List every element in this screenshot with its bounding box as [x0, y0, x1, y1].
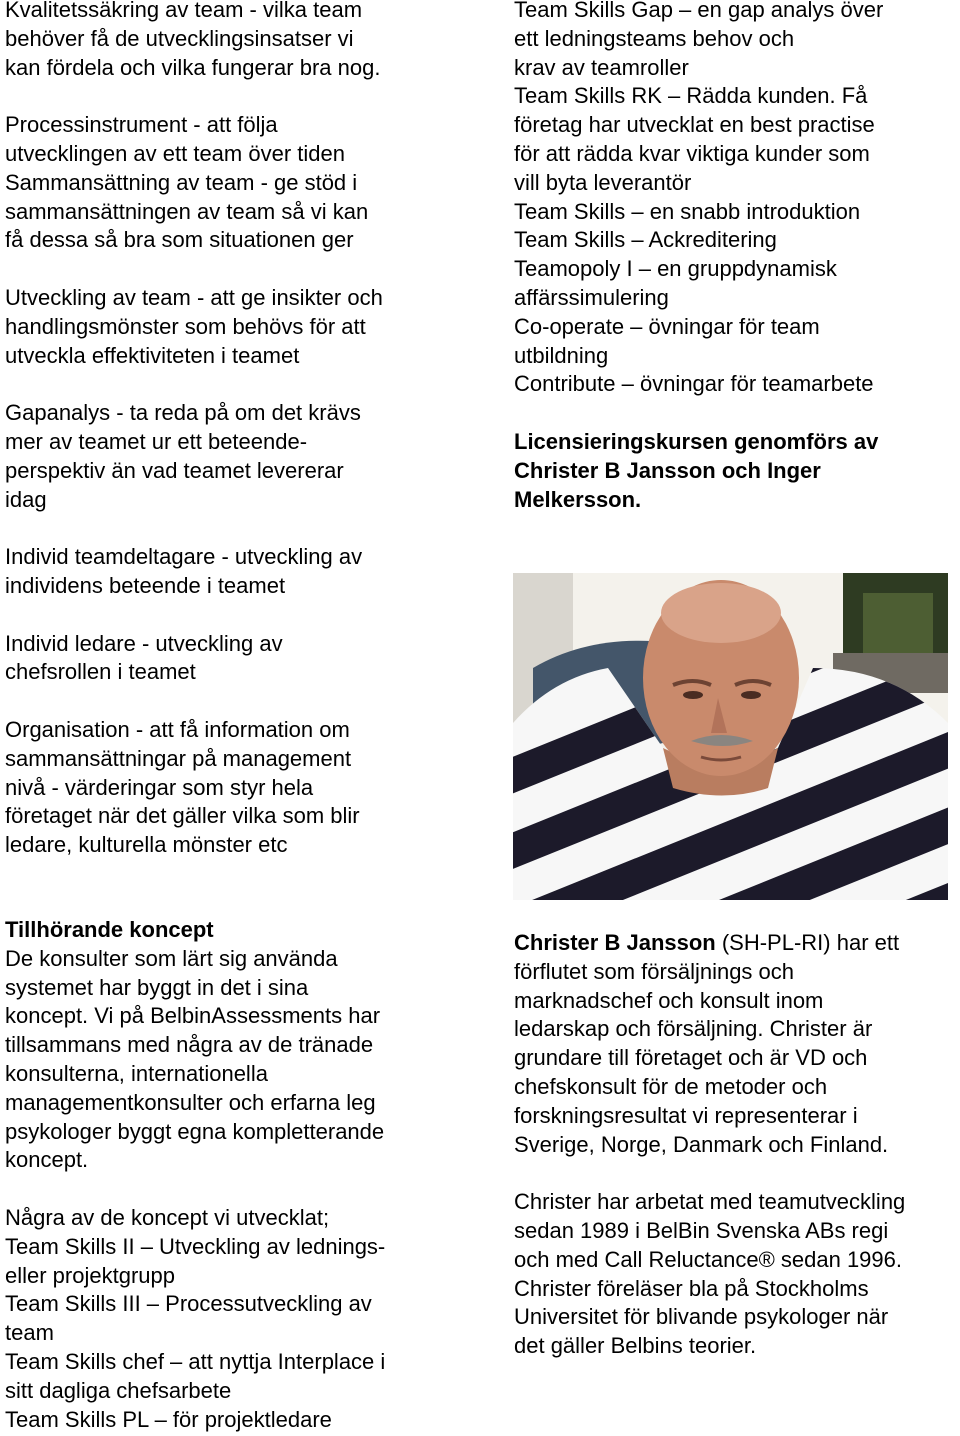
- process-paragraph: Processinstrument - att följa utvecklingen av ett team över tiden Sammansättning av team - ge stöd i sammansättningen av team så vi kan få dessa så bra som situationen ger: [5, 112, 369, 253]
- gap-analysis-paragraph: Gapanalys - ta reda på om det krävs mer av teamet ur ett beteende- perspektiv än vad teamet levererar idag: [5, 400, 361, 512]
- individual-participant-paragraph: Individ teamdeltagare - utveckling av individens beteende i teamet: [5, 544, 363, 598]
- bio-name: Christer B Jansson: [514, 930, 716, 955]
- left-column-top: [5, 0, 475, 860]
- right-column-top: [514, 0, 954, 514]
- bio-experience-paragraph: Christer har arbetat med teamutveckling sedan 1989 i BelBin Svenska ABs regi och med Call Reluctance® sedan 1996. Christer föreläser bla på Stockholms Universitet för blivande psykologer när det gäller Belbins teorier.: [514, 1189, 906, 1359]
- team-development-paragraph: Utveckling av team - att ge insikter och handlingsmönster som behövs för att utveckla effektiviteten i teamet: [5, 284, 383, 368]
- portrait-photo: [513, 573, 948, 900]
- right-column-bottom: [514, 929, 958, 1361]
- concept-paragraph: Tillhörande koncept De konsulter som lärt sig använda systemet har byggt in det i sina koncept. Vi på BelbinAssessments har tillsammans med några av de tränade konsulterna, internationella managementkonsulter och erfarna leg psykologer byggt egna kompletterande koncept.: [5, 916, 475, 1175]
- concept-heading: Tillhörande koncept: [5, 917, 214, 942]
- developed-concepts-list: Några av de koncept vi utvecklat; Team Skills II – Utveckling av lednings- eller projektgrupp Team Skills III – Processutveckling av team Team Skills chef – att nyttja Interplace i sitt dagliga chefsarbete Team Skills PL – för projektledare: [5, 1204, 386, 1432]
- individual-leader-paragraph: Individ ledare - utveckling av chefsrollen i teamet: [5, 630, 283, 685]
- left-column-bottom: [5, 916, 475, 1434]
- concept-list-paragraph: Team Skills Gap – en gap analys över ett ledningsteams behov och krav av teamroller Team Skills RK – Rädda kunden. Få företag har utvecklat en best practise för att rädda kvar viktiga kunder som vill byta leverantör Team Skills – en snabb introduktion Team Skills – Ackreditering Teamopoly I – en gruppdynamisk affärssimulering Co-operate – övningar för team utbildning Contribute – övningar för teamarbete: [514, 0, 884, 397]
- portrait-photo-icon: [513, 573, 948, 900]
- bio-paragraph: Christer B Jansson (SH-PL-RI) har ett förflutet som försäljnings och marknadschef och konsult inom ledarskap och försäljning. Christer är grundare till företaget och är VD och chefskonsult för de metoder och forskningsresultat vi representerar i Sverige, Norge, Danmark och Finland.: [514, 930, 900, 1157]
- license-notice: Licensieringskursen genomförs av Christer B Jansson och Inger Melkersson.: [514, 428, 879, 512]
- quality-paragraph: Kvalitetssäkring av team - vilka team behöver få de utvecklingsinsatser vi kan fördela och vilka fungerar bra nog.: [5, 0, 381, 80]
- organisation-paragraph: Organisation - att få information om sammansättningar på management nivå - värderingar som styr hela företaget när det gäller vilka som blir ledare, kulturella mönster etc: [5, 716, 360, 858]
